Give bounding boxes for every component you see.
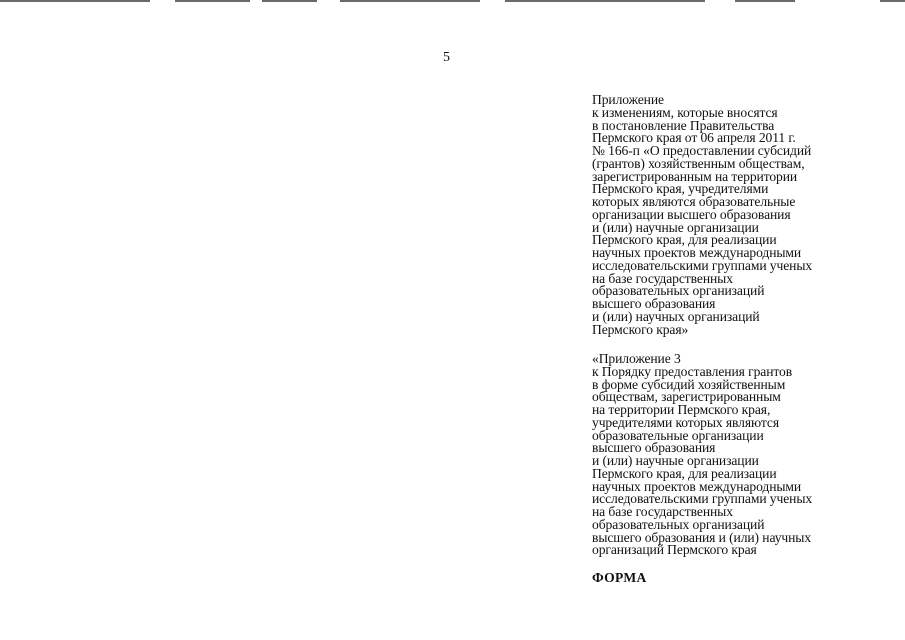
- appendix-header-block: [592, 94, 892, 336]
- text-line: зарегистрированным на территории: [592, 168, 798, 184]
- text-line: Пермского края, учредителями: [592, 181, 769, 197]
- text-line: высшего образования и (или) научных: [592, 529, 812, 545]
- text-line: образовательных организаций: [592, 283, 765, 299]
- text-line: организации высшего образования: [592, 206, 791, 222]
- annex-3-header-block: [592, 353, 892, 557]
- text-line: № 166-п «О предоставлении субсидий: [592, 143, 812, 158]
- text-line: Пермского края»: [592, 321, 689, 337]
- text-line: в форме субсидий хозяйственным: [592, 376, 786, 392]
- text-line: на территории Пермского края,: [592, 402, 771, 417]
- text-line: в постановление Правительства: [592, 117, 775, 133]
- text-line: на базе государственных: [592, 270, 733, 286]
- text-line: Пермского края, для реализации: [592, 465, 777, 481]
- text-line: к изменениям, которые вносятся: [592, 104, 778, 120]
- text-line: высшего образования: [592, 296, 716, 311]
- text-line: учредителями которых являются: [592, 414, 779, 430]
- text-line: которых являются образовательные: [592, 194, 796, 209]
- text-line: «Приложение 3: [592, 351, 681, 366]
- form-label: ФОРМА: [592, 570, 647, 585]
- text-line: и (или) научные организации: [592, 219, 759, 235]
- text-line: организаций Пермского края: [592, 542, 757, 558]
- text-line: высшего образования: [592, 440, 716, 456]
- text-line: образовательные организации: [592, 427, 764, 443]
- text-line: исследовательскими группами ученых: [592, 257, 813, 273]
- text-line: научных проектов международными: [592, 245, 802, 260]
- text-line: исследовательскими группами ученых: [592, 491, 813, 507]
- text-line: и (или) научных организаций: [592, 308, 760, 324]
- text-line: на базе государственных: [592, 504, 733, 519]
- text-line: и (или) научные организации: [592, 453, 759, 468]
- text-line: Пермского края, для реализации: [592, 232, 777, 248]
- text-line: Пермского края от 06 апреля 2011 г.: [592, 130, 796, 146]
- text-line: научных проектов международными: [592, 478, 802, 494]
- page-number: 5: [443, 50, 450, 65]
- text-line: образовательных организаций: [592, 516, 765, 532]
- text-line: (грантов) хозяйственным обществам,: [592, 155, 805, 171]
- text-line: Приложение: [592, 92, 664, 107]
- text-line: обществам, зарегистрированным: [592, 389, 781, 405]
- text-line: к Порядку предоставления грантов: [592, 363, 793, 379]
- scan-top-edge: [0, 0, 905, 3]
